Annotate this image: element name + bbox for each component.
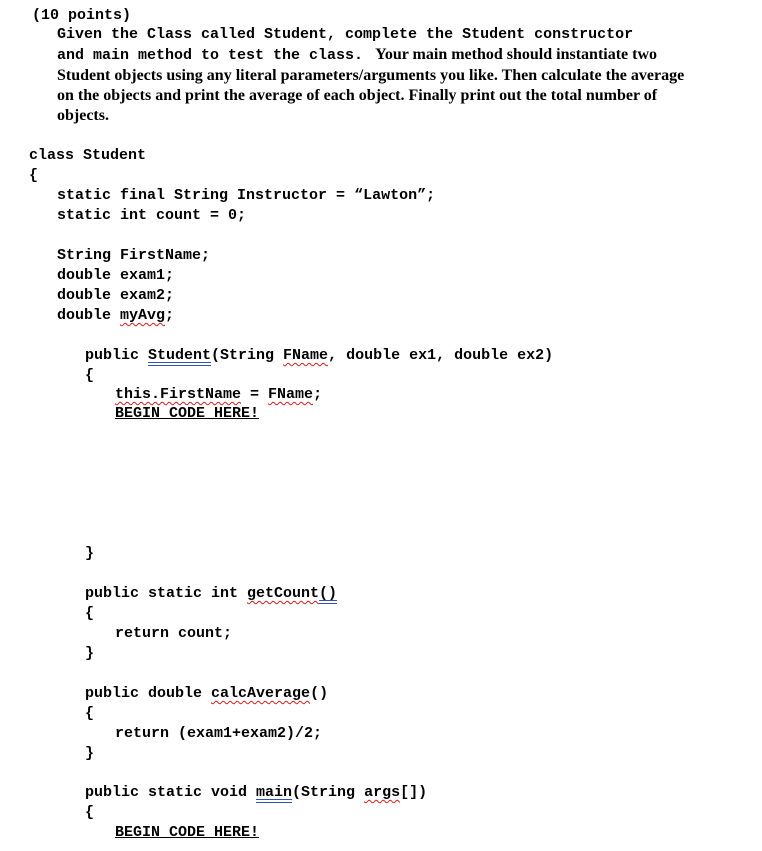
getcount-close-brace: } [85, 645, 95, 662]
question-line-5: objects. [57, 107, 109, 124]
question-line-2-serif: Your main method should instantiate two [375, 46, 658, 63]
assign-semicolon: ; [313, 386, 323, 403]
question-line-4: on the objects and print the average of each object. Finally print out the total number of [57, 87, 658, 104]
calcaverage-modifiers: public double [85, 685, 212, 702]
main-params-b: []) [400, 784, 428, 801]
fname-ref: FName [268, 386, 314, 403]
ctor-params-b: , double ex1, double ex2) [328, 347, 554, 364]
exam2-field: double exam2; [57, 287, 175, 304]
getcount-modifiers: public static int [85, 585, 248, 602]
return-average: return (exam1+exam2)/2; [115, 725, 323, 742]
question-line-1: Given the Class called Student, complete the Student constructor [57, 26, 634, 43]
getcount-signature [85, 584, 337, 604]
myavg-semicolon: ; [165, 307, 175, 324]
assign-operator: = [241, 386, 269, 403]
ctor-open-brace: { [85, 367, 95, 384]
calcaverage-name: calcAverage [211, 685, 311, 702]
firstname-field: String FirstName; [57, 247, 211, 264]
question-line-2 [57, 45, 657, 66]
ctor-params-a: (String [211, 347, 284, 364]
instructor-value: “Lawton”; [354, 187, 436, 204]
class-open-brace: { [29, 167, 39, 184]
exam1-field: double exam1; [57, 267, 175, 284]
calcaverage-open-brace: { [85, 705, 95, 722]
ctor-public: public [85, 347, 149, 364]
getcount-parens: () [319, 585, 338, 602]
getcount-open-brace: { [85, 605, 95, 622]
getcount-name: getCount [247, 585, 320, 602]
main-signature [85, 783, 427, 803]
main-open-brace: { [85, 804, 95, 821]
calcaverage-parens: () [310, 685, 329, 702]
begin-code-main: BEGIN CODE HERE! [115, 824, 260, 841]
calcaverage-signature [85, 684, 328, 704]
instructor-decl: static final String Instructor = [57, 187, 355, 204]
return-count: return count; [115, 625, 233, 642]
begin-code-constructor: BEGIN CODE HERE! [115, 405, 260, 422]
question-line-2-mono: and main method to test the class. [57, 47, 364, 64]
calcaverage-close-brace: } [85, 745, 95, 762]
main-name: main [256, 784, 293, 801]
question-line-3: Student objects using any literal parameters/arguments you like. Then calculate the average [57, 67, 685, 84]
myavg-type: double [57, 307, 121, 324]
myavg-field [57, 306, 174, 326]
ctor-param-fname: FName [283, 347, 329, 364]
this-assignment [115, 385, 322, 405]
main-modifiers: public static void [85, 784, 257, 801]
myavg-name: myAvg [120, 307, 166, 324]
main-params-a: (String [292, 784, 365, 801]
this-firstname: this.FirstName [115, 386, 242, 403]
count-field: static int count = 0; [57, 207, 247, 224]
points-label: (10 points) [32, 7, 132, 24]
ctor-name: Student [148, 347, 212, 364]
main-param-args: args [364, 784, 401, 801]
ctor-close-brace: } [85, 545, 95, 562]
class-declaration: class Student [29, 147, 147, 164]
constructor-signature [85, 346, 553, 366]
instructor-field [57, 186, 435, 206]
